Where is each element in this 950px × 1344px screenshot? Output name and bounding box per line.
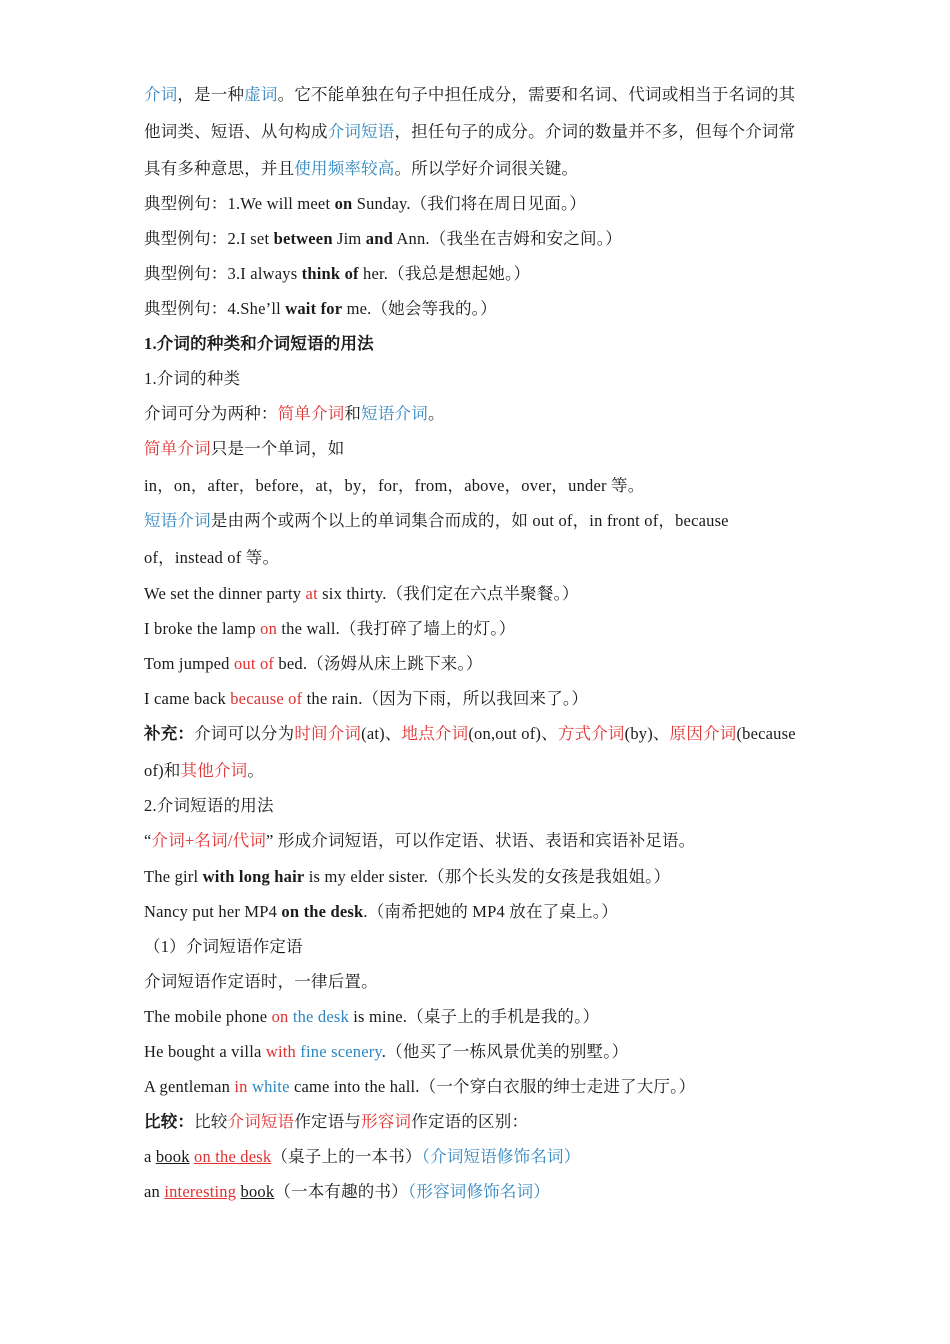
text-run: of，instead of 等。 — [144, 548, 280, 567]
type-sentence-1 — [144, 582, 809, 606]
text-run: .（南希把她的 MP4 放在了桌上。） — [363, 902, 618, 921]
text-run: in，on，after，before，at，by，for，from，above，over，under 等。 — [144, 476, 645, 495]
text-run: 作定语的区别： — [411, 1112, 529, 1131]
attributive-example-2 — [144, 1040, 809, 1064]
text-run: I broke the lamp — [144, 619, 261, 638]
text-run: The mobile phone — [144, 1007, 272, 1026]
text-run: 是由两个或两个以上的单词集合而成的，如 out of，in front of，because — [210, 511, 729, 530]
text-run: on — [334, 194, 353, 213]
text-run: out of — [233, 654, 275, 673]
compare-line — [144, 1110, 809, 1134]
text-run: (on,out of)、 — [468, 724, 558, 743]
text-run: Sunday.（我们将在周日见面。） — [352, 194, 587, 213]
example-sentence-4 — [144, 297, 809, 321]
text-run: 。所以学好介词很关键。 — [394, 159, 579, 178]
text-run: （一本有趣的书） — [274, 1182, 408, 1201]
text-run: 地点介词 — [401, 724, 469, 743]
text-run: 介词+名词/代词 — [151, 831, 267, 850]
text-run: of)和 — [144, 761, 181, 780]
text-run: “ — [144, 831, 152, 850]
text-run: .（他买了一栋风景优美的别墅。） — [381, 1042, 629, 1061]
text-run: is mine.（桌子上的手机是我的。） — [348, 1007, 600, 1026]
text-run: Tom jumped — [144, 654, 234, 673]
text-run: I came back — [144, 689, 231, 708]
intro-line-1 — [144, 83, 809, 107]
text-run: 简单介词 — [277, 404, 345, 423]
text-run: 比较： — [144, 1112, 195, 1131]
usage-example-1 — [144, 865, 809, 889]
text-run: between — [273, 229, 333, 248]
text-run: the desk — [292, 1007, 349, 1026]
supplement-line-2 — [144, 759, 809, 783]
text-run: (by)、 — [624, 724, 670, 743]
text-run: is my elder sister.（那个长头发的女孩是我姐姐。） — [304, 867, 671, 886]
text-run: Nancy put her MP4 — [144, 902, 282, 921]
text-run: 典型例句：1.We will meet — [144, 194, 335, 213]
text-run: 时间介词 — [294, 724, 362, 743]
text-run: 介词 — [144, 85, 178, 104]
text-run: ” 形成介词短语，可以作定语、状语、表语和宾语补足语。 — [266, 831, 696, 850]
text-run: （介词短语修饰名词） — [421, 1147, 581, 1166]
text-run: the wall.（我打碎了墙上的灯。） — [277, 619, 516, 638]
text-run: 原因介词 — [669, 724, 737, 743]
text-run: ，是一种 — [177, 85, 245, 104]
text-run: 具有多种意思，并且 — [144, 159, 295, 178]
text-run: wait for — [285, 299, 343, 318]
text-run: 。 — [247, 761, 265, 780]
text-run: （桌子上的一本书） — [271, 1147, 422, 1166]
text-run: an — [144, 1182, 165, 1201]
text-run: 和 — [344, 404, 362, 423]
text-run: interesting — [164, 1182, 237, 1201]
text-run: on the desk — [281, 902, 364, 921]
intro-line-3 — [144, 157, 809, 181]
supplement-line-1 — [144, 722, 809, 746]
text-run: 短语介词 — [144, 511, 211, 530]
text-run: (because — [736, 724, 796, 743]
text-run: （形容词修饰名词） — [407, 1182, 550, 1201]
text-run: Jim — [332, 229, 366, 248]
text-run: on — [271, 1007, 289, 1026]
text-run: 。它不能单独在句子中担任成分，需要和名词、代词或相当于名词的其 — [277, 85, 796, 104]
text-run: six thirty.（我们定在六点半聚餐。） — [317, 584, 579, 603]
text-run: 使用频率较高 — [294, 159, 395, 178]
text-run: 简单介词 — [144, 439, 211, 458]
text-run: think of — [301, 264, 359, 283]
text-run: 短语介词 — [361, 404, 428, 423]
text-run: The girl — [144, 867, 203, 886]
text-run: 他词类、短语、从句构成 — [144, 122, 328, 141]
text-run: 只是一个单词，如 — [210, 439, 345, 458]
text-run: fine scenery — [300, 1042, 382, 1061]
types-heading: 1.介词的种类 — [144, 369, 241, 388]
text-run: book — [240, 1182, 275, 1201]
text-run: a — [144, 1147, 156, 1166]
text-run: 介词短语 — [227, 1112, 295, 1131]
section-title: 1.介词的种类和介词短语的用法 — [144, 334, 374, 353]
intro-line-2 — [144, 120, 809, 144]
text-run: ，担任句子的成分。介词的数量并不多，但每个介词常 — [394, 122, 796, 141]
usage-heading: 2.介词短语的用法 — [144, 796, 274, 815]
text-run: 介词可以分为 — [194, 724, 295, 743]
text-run: 介词短语 — [327, 122, 395, 141]
type-sentence-3 — [144, 652, 809, 676]
text-run: at — [305, 584, 318, 603]
text-run: on — [260, 619, 278, 638]
compare-example-1 — [144, 1145, 809, 1169]
attributive-rule: 介词短语作定语时，一律后置。 — [144, 972, 378, 991]
types-two-kinds — [144, 402, 809, 426]
text-run: 。 — [427, 404, 445, 423]
text-run: 形容词 — [361, 1112, 412, 1131]
text-run: We set the dinner party — [144, 584, 306, 603]
text-run: 介词可分为两种： — [144, 404, 278, 423]
text-run: 典型例句：3.I always — [144, 264, 302, 283]
text-run: her.（我总是想起她。） — [358, 264, 531, 283]
simple-preposition-list — [144, 474, 809, 498]
text-run: 比较 — [194, 1112, 228, 1131]
text-run: and — [365, 229, 393, 248]
example-sentence-2 — [144, 227, 809, 251]
text-run: me.（她会等我的。） — [342, 299, 497, 318]
example-sentence-3 — [144, 262, 809, 286]
compare-example-2 — [144, 1180, 809, 1204]
text-run: Ann.（我坐在吉姆和安之间。） — [393, 229, 622, 248]
usage-example-2 — [144, 900, 809, 924]
text-run: (at)、 — [361, 724, 402, 743]
text-run: 典型例句：4.She’ll — [144, 299, 286, 318]
attributive-example-1 — [144, 1005, 809, 1029]
text-run: in — [234, 1077, 248, 1096]
attributive-sub-heading: （1）介词短语作定语 — [144, 937, 303, 956]
text-run: 方式介词 — [557, 724, 625, 743]
text-run: on the desk — [194, 1147, 272, 1166]
text-run: 其他介词 — [180, 761, 248, 780]
text-run: 补充： — [144, 724, 195, 743]
text-run: the rain.（因为下雨，所以我回来了。） — [302, 689, 589, 708]
phrase-preposition-definition-2 — [144, 546, 809, 570]
text-run: book — [155, 1147, 190, 1166]
example-sentence-1 — [144, 192, 809, 216]
text-run: with — [265, 1042, 296, 1061]
attributive-example-3 — [144, 1075, 809, 1099]
usage-formula — [144, 829, 809, 853]
text-run: because of — [230, 689, 303, 708]
text-run: bed.（汤姆从床上跳下来。） — [274, 654, 483, 673]
text-run: white — [251, 1077, 290, 1096]
text-run: 典型例句：2.I set — [144, 229, 274, 248]
type-sentence-4 — [144, 687, 809, 711]
text-run: A gentleman — [144, 1077, 235, 1096]
text-run: with long hair — [202, 867, 305, 886]
text-run: He bought a villa — [144, 1042, 266, 1061]
text-run: came into the hall.（一个穿白衣服的绅士走进了大厅。） — [289, 1077, 696, 1096]
type-sentence-2 — [144, 617, 809, 641]
phrase-preposition-definition-1 — [144, 509, 809, 533]
text-run: 作定语与 — [294, 1112, 362, 1131]
text-run: 虚词 — [244, 85, 278, 104]
simple-preposition-definition — [144, 437, 809, 461]
